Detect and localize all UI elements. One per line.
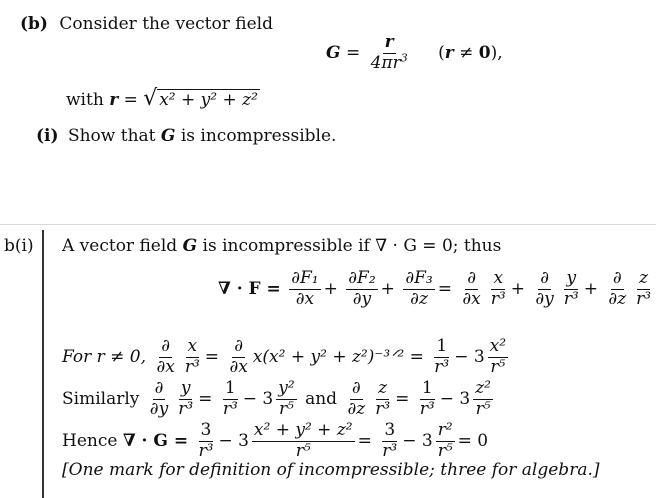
for-r-line: For r ≠ 0, $\frac{\partial}{\partial x}$ $\frac{x}{\text{r³}}$ = $\frac{\partial}{\partial x}$ x(x² + y² + z²)⁻³ᐟ² = $\frac{1}{\text{r³}}$ − 3 $\frac{\text{x²}}{\text{r⁵}}$ <box>62 336 507 377</box>
subquestion-text-pre: Show that <box>67 126 156 146</box>
answer-margin-rule <box>42 230 44 498</box>
field-denominator: $4\pi r^3$ <box>370 51 408 73</box>
hence-line: Hence ∇ · G = $\frac{3}{\text{r³}}$ − 3 $\frac{\text{x² + y² + z²}}{\text{r⁵}}$ = $\frac{3}{\text{r³}}$ − 3 $\frac{\text{r²}}{\text{r⁵}}$ = 0 <box>62 420 489 461</box>
with-r-line <box>66 86 260 111</box>
question-intro: Consider the vector field <box>59 14 273 34</box>
answer-line-1: A vector field G is incompressible if ∇ · G = 0; thus <box>62 236 502 256</box>
section-divider <box>0 224 656 225</box>
answer-label: b(i) <box>4 236 34 256</box>
divergence-equation: ∇ · F = $\frac{\text{∂F₁}}{\partial x}$ + $\frac{\text{∂F₂}}{\partial y}$ + $\frac{\text{∂F₃}}{\partial z}$ = $\frac{\partial}{\partial x}$ $\frac{x}{\text{r³}}$ + $\frac{\partial}{\partial y}$ $\frac{y}{\text{r³}}$ + $\frac{\partial}{\partial z}$ $\frac{z}{\text{r³}}$ <box>218 268 652 309</box>
subquestion-line <box>36 126 336 146</box>
with-equals: = <box>123 90 138 110</box>
field-numerator: r <box>384 32 394 52</box>
field-lhs: G <box>326 42 341 63</box>
marks-note: [One mark for definition of incompressible; three for algebra.] <box>62 460 600 480</box>
subquestion-G: G <box>160 126 176 146</box>
question-intro-line <box>20 14 273 34</box>
with-r: r <box>109 90 119 110</box>
subquestion-text-post: is incompressible. <box>180 126 337 146</box>
part-label: (b) <box>20 14 48 34</box>
field-fraction <box>369 34 410 73</box>
field-condition: (r ≠ 0), <box>438 42 503 63</box>
field-definition <box>326 34 503 73</box>
sqrt-expression: √ x² + y² + z² <box>143 86 258 111</box>
sqrt-content: x² + y² + z² <box>159 90 258 110</box>
with-text: with <box>66 90 104 110</box>
equals-sign: = <box>345 42 361 63</box>
subquestion-label: (i) <box>36 126 59 146</box>
similarly-line: Similarly $\frac{\partial}{\partial y}$ $\frac{y}{\text{r³}}$ = $\frac{1}{\text{r³}}$ − 3 $\frac{\text{y²}}{\text{r⁵}}$ and $\frac{\partial}{\partial z}$ $\frac{z}{\text{r³}}$ = $\frac{1}{\text{r³}}$ − 3 $\frac{\text{z²}}{\text{r⁵}}$ <box>62 378 491 419</box>
